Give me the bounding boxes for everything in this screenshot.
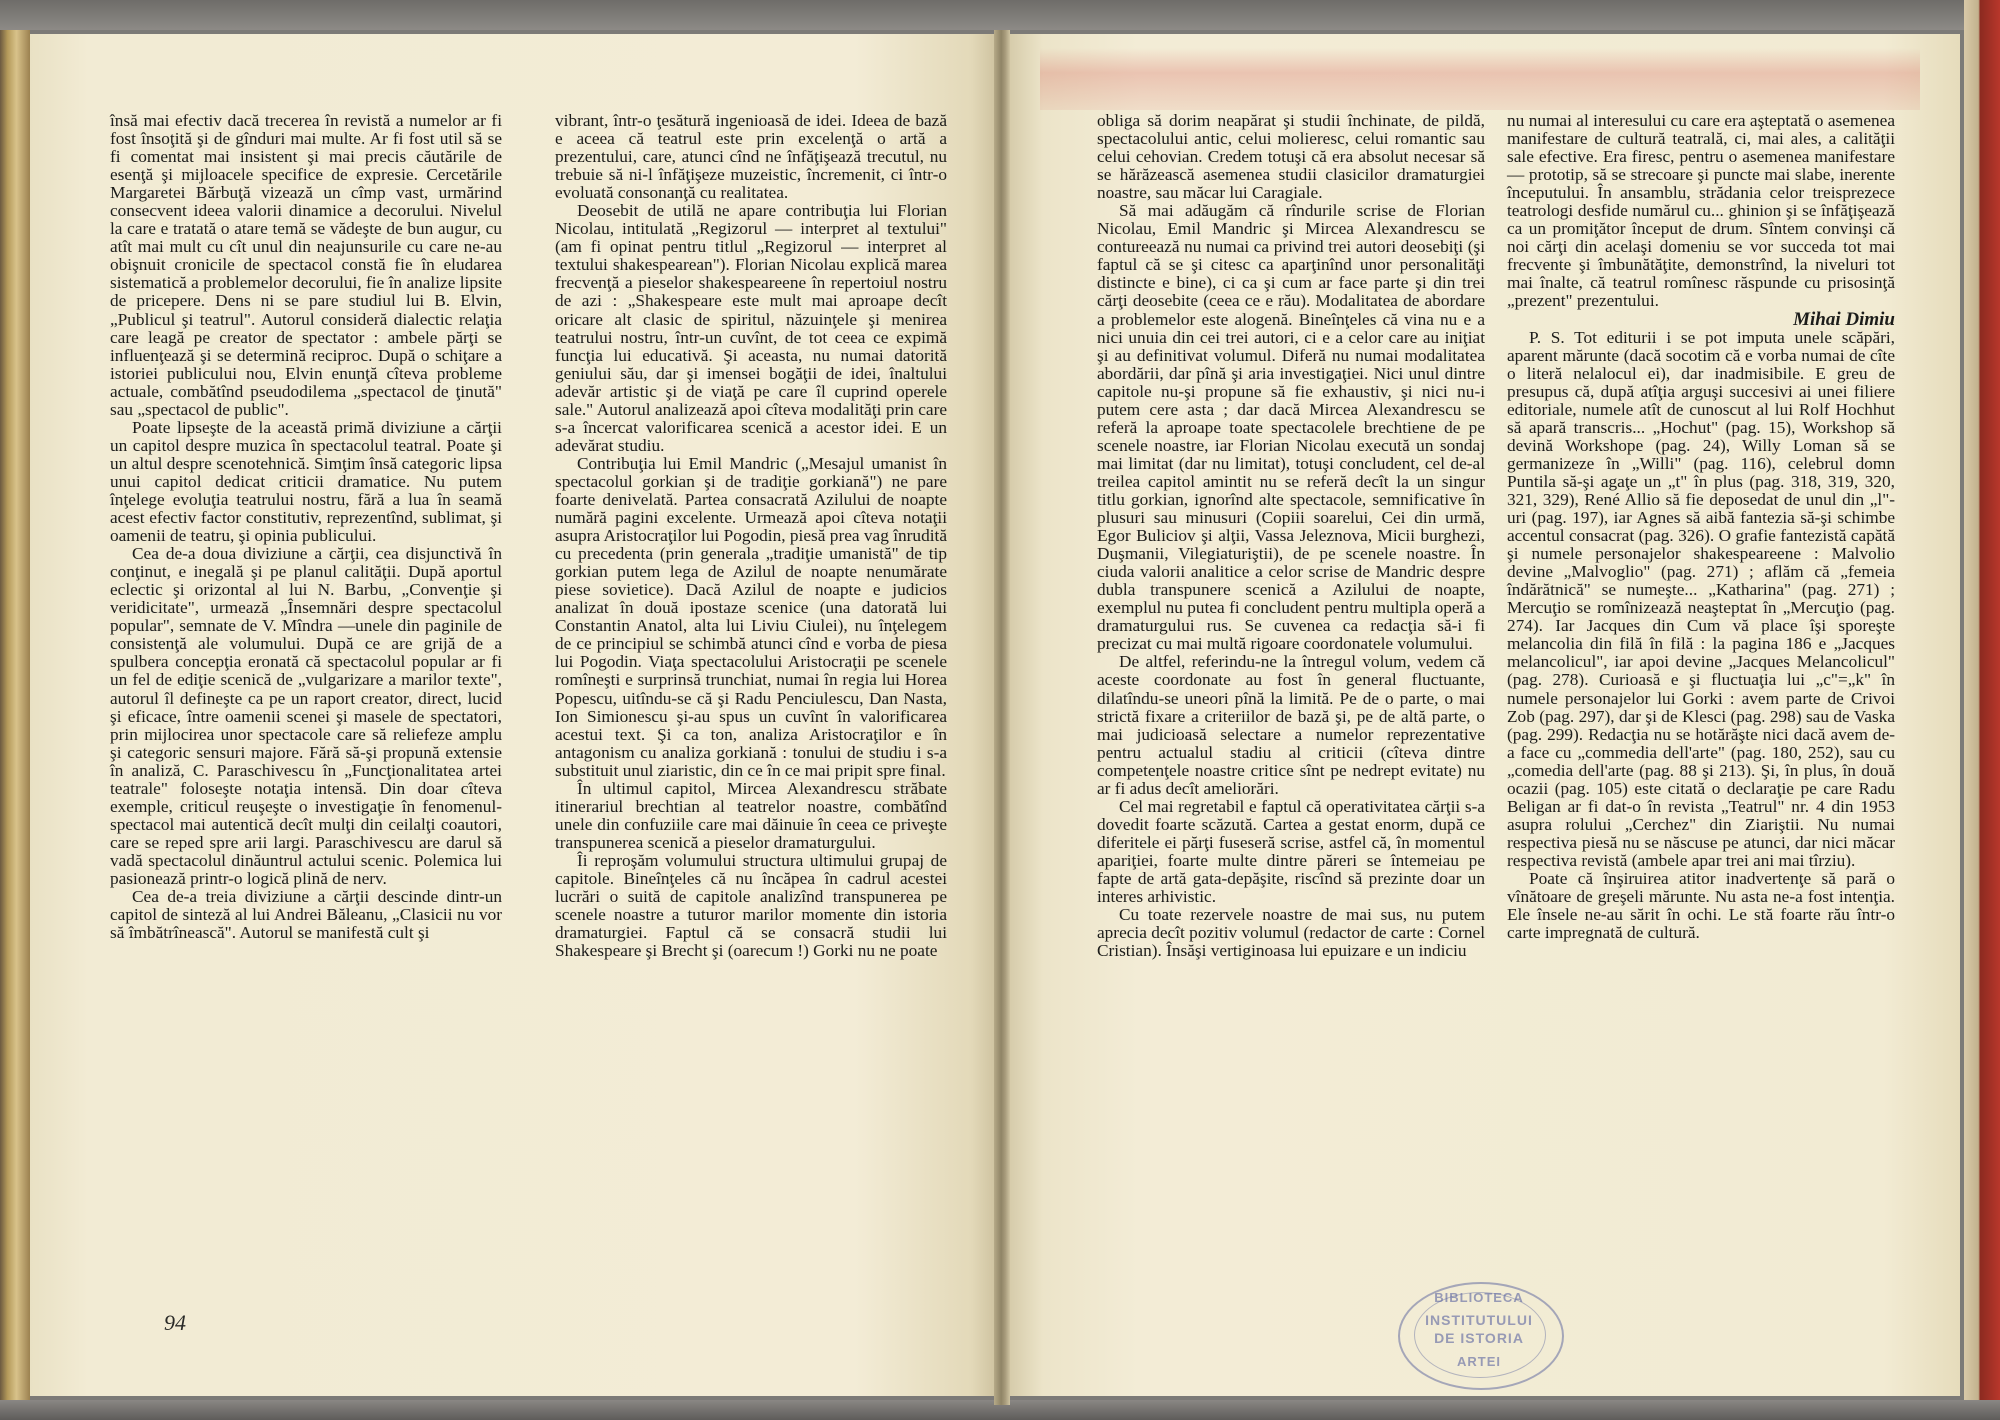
right-page-column-2 [1507, 112, 1895, 942]
paragraph: Cea de-a treia diviziune a cărţii descinde dintr-un capitol de sinteză al lui Andrei Băleanu, „Clasicii nu vor să îmbătrînească". Autorul se manifestă cult şi [110, 887, 502, 943]
left-page-column-1 [110, 112, 502, 942]
top-edge [0, 0, 2000, 30]
stamp-text: INSTITUTULUI [1425, 1312, 1533, 1328]
book-gutter [994, 30, 1010, 1405]
author-signature: Mihai Dimiu [1793, 308, 1895, 330]
left-book-edge [0, 30, 30, 1410]
stamp-text: DE ISTORIA [1434, 1330, 1524, 1346]
paragraph: Cea de-a doua diviziune a cărţii, cea disjunctivă în conţinut, e inegală şi pe planul calităţii. După aportul eclectic şi orizontal al lui N. Barbu, „Convenţie şi veridicitate", urmează „Însemnări despre spectacolul popular", semnate de V. Mîndra —unele din paginile de consistenţă ale volumului. După ce are grijă de a spulbera concepţia eronată că spectacolul popular ar fi un fel de ediţie scenică de „vulgarizare a marilor texte", autorul îl defineşte ca pe un raport creator, direct, lucid şi eficace, între oamenii scenei şi masele de spectatori, prin mijlocirea unor spectacole care să reliefeze amplu şi categoric sensuri majore. Fără să-şi propună extensie în analiză, C. Paraschivescu în „Funcţionalitatea artei teatrale" foloseşte notaţia intensă. Din doar cîteva exemple, criticul reuşeşte o investigaţie în fenomenul-spectacol mai autentică decît mulţi din ceilalţi coautori, care se reped spre arii largi. Paraschivescu are darul să vadă spectacolul dinăuntrul actului scenic. Polemica lui pasionează printr-o logică plină de nerv. [110, 544, 502, 888]
stamp-text: ARTEI [1457, 1354, 1501, 1369]
postscript-paragraph: P. S. Tot editurii i se pot imputa unele scăpări, aparent mărunte (dacă socotim că e vorba numai de cîte o literă nelalocul ei), dar inadmisibile. E greu de presupus că, după atîţia arguşi succesivi ai unei filiere editoriale, numele atît de cunoscut al lui Rolf Hochhut să apară transcris... „Hochut" (pag. 15), Workshop să devină Workshope (pag. 24), Willy Loman să se germanizeze în „Willi" (pag. 116), celebrul domn Puntila să-şi agaţe un „t" în plus (pag. 318, 319, 320, 321, 329), René Allio să fie deposedat de unul din „l"-uri (pag. 197), iar Agnes să aibă fantezia să-şi schimbe accentul consacrat (pag. 326). O grafie fantezistă capătă şi numele personajelor shakespeareene : Malvolio devine „Malvoglio" (pag. 271) ; aflăm că „femeia îndărătnică" se numeşte... „Katharina" (pag. 271) ; Mercuţio se romînizează neaşteptat în „Mercuţio (pag. 274). Iar Jacques din Cum vă place îşi sporeşte melancolia din filă în filă : la pagina 186 e „Jacques melancolicul", iar apoi devine „Jacques Melancolicul" (pag. 278). Curioasă e şi fluctuaţia lui „c"=„k" în numele personajelor lui Gorki : avem parte de Crivoi Zob (pag. 297), dar şi de Klesci (pag. 298) sau de Vaska (pag. 299). Redacţia nu se hotărăşte nici dacă avem de-a face cu „commedia dell'arte" (pag. 180, 252), sau cu „comedia dell'arte (pag. 88 şi 213). Şi, în plus, în două ocazii (pag. 105) este citată o declaraţie pe care Radu Beligan ar fi dat-o în revista „Teatrul" nr. 4 din 1953 asupra rolului „Cerchez" din Ziariştii. Nu numai respectiva piesă nu se născuse pe atunci, dar nici măcar respectiva revistă (ambele apar trei ani mai tîrziu). [1507, 327, 1895, 870]
right-book-cover-edge [1964, 0, 2000, 1420]
paragraph: obliga să dorim neapărat şi studii închinate, de pildă, spectacolului antic, celui molieresc, celui romantic sau celui cehovian. Credem totuşi că era absolut necesar să se hărăzească asemenea studii clasicilor dramaturgiei noastre, sau măcar lui Caragiale. [1097, 111, 1485, 203]
paragraph: Cu toate rezervele noastre de mai sus, nu putem aprecia decît pozitiv volumul (redactor de carte : Cornel Cristian). Însăşi vertiginoasa lui epuizare e un indiciu [1097, 905, 1485, 961]
paragraph: Cel mai regretabil e faptul că operativitatea cărţii s-a dovedit foarte scăzută. Cartea a gestat enorm, după ce diferitele ei părţi fuseseră scrise, astfel că, în momentul apariţiei, foarte multe dintre păreri se întemeiau pe fapte de artă gata-depăşite, riscînd să prezinte doar un interes arhivistic. [1097, 796, 1485, 907]
page-number: 94 [164, 1310, 186, 1335]
paragraph: Îi reproşăm volumului structura ultimului grupaj de capitole. Bineînţeles că nu încăpea în cadrul acestei lucrări o suită de capitole analizînd transpunerea pe scenele noastre a tuturor marilor momente din istoria dramaturgiei. Faptul că se consacră studii lui Shakespeare şi Brecht şi (oarecum !) Gorki nu ne poate [555, 850, 947, 961]
paragraph: De altfel, referindu-ne la întregul volum, vedem că aceste coordonate au fost în general fluctuante, dilatîndu-se uneori pînă la limită. Pe de o parte, o mai strictă fixare a criteriilor de bază şi, pe de altă parte, o mai judicioasă selectare a numelor reprezentative pentru actualul stadiu al criticii (cîteva dintre competenţele noastre critice sînt pe nedrept evitate) nu ar fi adus decît ameliorări. [1097, 652, 1485, 798]
stamp-text: BIBLIOTECA [1434, 1290, 1524, 1305]
paragraph: vibrant, într-o ţesătură ingenioasă de idei. Ideea de bază e aceea că teatrul este prin excelenţă o artă a prezentului, care, atunci cînd ne înfăţişează trecutul, nu trebuie să ni-l înfăţişeze muzeistic, încremenit, ci într-o evoluată consonanţă cu realitatea. [555, 111, 947, 203]
paragraph: Deosebit de utilă ne apare contribuţia lui Florian Nicolau, intitulată „Regizorul — interpret al textului" (am fi opinat pentru titlul „Regizorul — interpret al textului shakespearean"). Florian Nicolau explică marea frecvenţă a pieselor shakespeareene în repertoiul nostru de azi : „Shakespeare este mult mai aproape decît oricare alt clasic de spiritul, năzuinţele şi menirea teatrului nostru, într-un cuvînt, de tot ceea ce expimă funcţia lui educativă. Şi aceasta, nu numai datorită geniului său, dar şi imensei bogăţii de idei, înaltului adevăr artistic şi de viaţă pe care îl cuprind operele sale." Autorul analizează apoi cîteva modalităţi prin care s-a încercat valorificarea scenică a acestor idei. E un adevărat studiu. [555, 201, 947, 455]
paragraph: Să mai adăugăm că rîndurile scrise de Florian Nicolau, Emil Mandric şi Mircea Alexandrescu se contureează nu numai ca privind trei autori deosebiţi (şi faptul că se şi citesc ca aparţinînd unor personalităţi distincte e bine), ci ca şi cum ar face parte şi din trei cărţi deosebite (ceea ce e rău). Modalitatea de abordare a problemelor este alogenă. Bineînţeles că vina nu e a nici unuia din cei trei autori, ci e a celor care au iniţiat şi au definitivat volumul. Diferă nu numai modalitatea abordării, dar pînă şi aria investigaţiei. Nici unul dintre capitole nu-şi propune să fie exhaustiv, şi nici nu-i putem cere asta ; dar dacă Mircea Alexandrescu se referă la aproape toate spectacolele brechtiene de pe scenele noastre, iar Florian Nicolau execută un sondaj mai limitat (dar nu limitat), totuşi concludent, cel de-al treilea capitol amintit nu se referă decît la un singur titlu gorkian, ignorînd alte spectacole, semnificative în plusuri sau minusuri (Copiii soarelui, Cei din urmă, Egor Buliciov şi alţii, Vassa Jeleznova, Micii burghezi, Duşmanii, Vilegiaturiştii), de pe scenele noastre. În ciuda valorii analitice a celor scrise de Mandric despre dubla transpunere scenică a Azilului de noapte, exemplul nu putea fi concludent pentru multipla operă a dramaturgului rus. Se cuvenea ca redacţia să-i fi precizat cu mai multă rigoare coordonatele volumului. [1097, 201, 1485, 654]
left-page-column-2 [555, 112, 947, 960]
paragraph: însă mai efectiv dacă trecerea în revistă a numelor ar fi fost însoţită şi de gînduri mai multe. Ar fi fost util să se fi comentat mai insistent şi mai precis căutările de esenţă şi mijloacele specifice de expresie. Cercetările Margaretei Bărbuţă vizează un cîmp vast, urmărind consecvent ideea valorii dinamice a decorului. Nivelul la care e tratată o atare temă se vădeşte de bun augur, cu atît mai mult cu cît unul din neajunsurile cu care ne-au obişnuit cronicile de spectacol constă fie în eludarea sistematică a problemelor decorului, fie în analize lipsite de pricepere. Dens ni se pare studiul lui B. Elvin, „Publicul şi teatrul". Autorul consideră dialectic relaţia care leagă pe creator de spectator : ambele părţi se influenţează şi se determină reciproc. După o schiţare a istoriei publicului nou, Elvin enunţă cîteva probleme actuale, combătînd pseudodilema „spectacol de ţinută" sau „spectacol de public". [110, 111, 502, 419]
paragraph: Contribuţia lui Emil Mandric („Mesajul umanist în spectacolul gorkian şi de tradiţie gorkiană") ne pare foarte denivelată. Partea consacrată Azilului de noapte numără pagini excelente. Urmează apoi cîteva notaţii asupra Aristocraţilor lui Pogodin, piesă prea vag înrudită cu precedenta (prin generala „tradiţie umanistă" de tip gorkian putem lega de Azilul de noapte nenumărate piese sovietice). Dacă Azilul de noapte e judicios analizat în două ipostaze scenice (una datorată lui Constantin Anatol, alta lui Liviu Ciulei), nu înţelegem de ce principiul se schimbă atunci cînd e vorba de piesa lui Pogodin. Viaţa spectacolului Aristocraţii pe scenele romîneşti e surprinsă trunchiat, numai în regia lui Horea Popescu, uitîndu-se că şi Radu Penciulescu, Dan Nasta, Ion Simionescu şi-au spus un cuvînt în valorificarea acestui text. Şi ca ton, analiza Aristocraţilor e în antagonism cu analiza gorkiană : tonului de studiu i s-a substituit unul ziaristic, din ce în ce mai pripit spre final. [555, 453, 947, 780]
postscript-paragraph: Poate că înşiruirea atitor inadvertenţe să pară o vînătoare de greşeli mărunte. Nu asta ne-a fost intenţia. Ele însele ne-au sărit în ochi. Le stă foarte rău într-o carte impregnată de cultură. [1507, 868, 1895, 943]
right-page-column-1 [1097, 112, 1485, 960]
paragraph: Poate lipseşte de la această primă diviziune a cărţii un capitol despre muzica în spectacolul teatral. Poate şi un altul despre scenotehnică. Simţim însă categoric lipsa unui capitol dedicat criticii dramatice. Nu putem înţelege evoluţia teatrului nostru, fără a lua în seamă acest efectiv factor constitutiv, reprezentînd, sublimat, şi oamenii de teatru, şi opinia publicului. [110, 417, 502, 546]
bleed-through-red-band [1040, 48, 1920, 110]
paragraph: În ultimul capitol, Mircea Alexandrescu străbate itinerariul brechtian al teatrelor noastre, combătînd unele din confuziile care mai dăinuie în ceea ce priveşte transpunerea scenică a pieselor dramaturgului. [555, 778, 947, 852]
paragraph: nu numai al interesului cu care era aşteptată o asemenea manifestare de cultură teatrală, ci, mai ales, a calităţii sale efective. Era firesc, pentru o asemenea manifestare — prototip, să se strecoare şi puncte mai slabe, inerente începutului. În ansamblu, strădania celor treisprezece teatrologi desfide numărul cu... ghinion şi se înfăţişează ca un promiţător început de drum. Sîntem convinşi că noi cărţi din acelaşi domeniu se vor succeda tot mai frecvente şi îmbunătăţite, demonstrînd, la niveluri tot mai înalte, că teatrul romînesc răspunde cu prisosinţă „prezent" prezentului. [1507, 111, 1895, 311]
